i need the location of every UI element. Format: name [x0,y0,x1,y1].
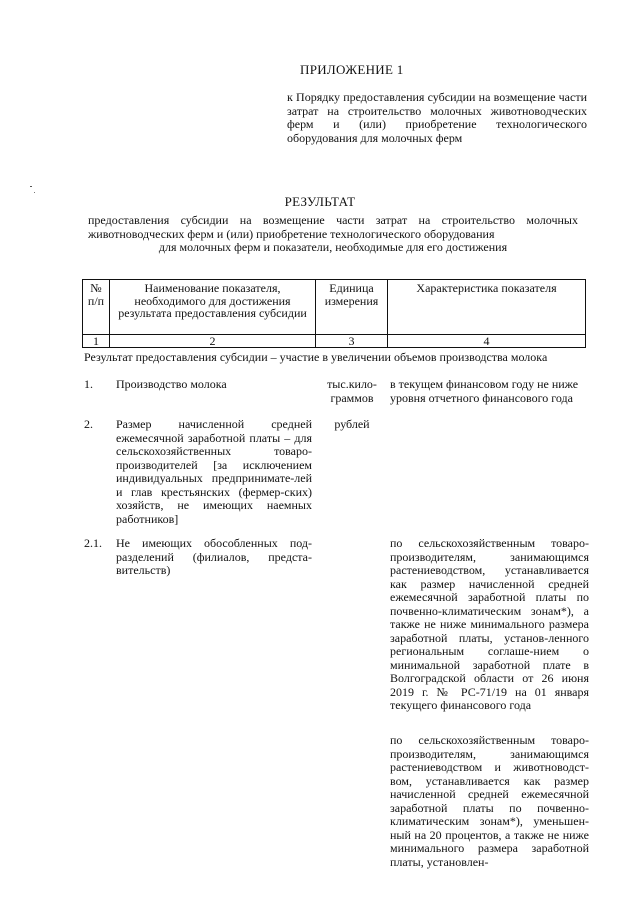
row-number: 2.1. [84,536,102,550]
indicator-name: Размер начисленной средней ежемесячной заработной платы – для сельскохозяйственных товаро-производителей [за исключением индивидуальных предпринимате-лей и глав крестьянских (фермер-ских) хозяйств, не имеющих наемных работников] [116,417,312,526]
indicator-characteristic: по сельскохозяйственным товаро-производителям, занимающимся растениеводством и животноводст-вом, устанавливается как размер начисленной средней ежемесячной заработной платы по почвенно-климатическим зонам*), уменьшен-ный на 20 процентов, а также не ниже минимального размера заработной платы, установлен- [390,733,589,869]
result-subtitle [88,214,578,255]
appendix-text: к Порядку предоставления субсидии на возмещение части затрат на строительство молочных животноводческих ферм и (или) приобретение технологического оборудования для молочных ферм [287,90,587,145]
column-number: 3 [316,335,388,348]
scan-mark [34,192,35,193]
appendix-title: ПРИЛОЖЕНИЕ 1 [300,62,404,77]
header-characteristic: Характеристика показателя [388,280,586,335]
indicator-characteristic: в текущем финансовом году не ниже уровня отчетного финансового года [390,377,579,405]
column-number: 4 [388,335,586,348]
header-name: Наименование показателя, необходимого для достижения результата предоставления субсидии [110,280,316,335]
table-header-row [83,280,586,335]
row-number: 1. [84,377,93,391]
scan-mark [30,186,32,187]
indicator-characteristic: по сельскохозяйственным товаро-производителям, занимающимся растениеводством, устанавливается как размер начисленной средней ежемесячной заработной платы по почвенно-климатическим зонам*), а также не ниже минимального размера заработной платы, установ-ленного региональным соглаше-нием о минимальной заработной плате в Волгоградской области от 26 июня 2019 г. № РС-71/19 на 01 января текущего финансового года [390,536,589,712]
column-number: 2 [110,335,316,348]
section-title: Результат предоставления субсидии – участие в увеличении объемов производства молока [84,350,548,364]
header-unit: Единица измерения [316,280,388,335]
indicator-table-header [82,279,586,348]
table-column-numbers-row [83,335,586,348]
row-number: 2. [84,417,93,431]
indicator-unit: рублей [334,417,370,431]
indicator-name: Не имеющих обособленных под-разделений (филиалов, предста-вительств) [116,536,312,577]
result-title: РЕЗУЛЬТАТ [284,194,356,209]
header-num: № п/п [83,280,110,335]
indicator-unit: тыс.кило-граммов [327,377,377,405]
result-subtitle-last: для молочных ферм и показатели, необходимые для его достижения [158,240,508,254]
column-number: 1 [83,335,110,348]
result-subtitle-main: предоставления субсидии на возмещение части затрат на строительство молочных животноводческих ферм и (или) приобретение технологического оборудования [88,213,578,241]
indicator-name: Производство молока [116,377,227,391]
